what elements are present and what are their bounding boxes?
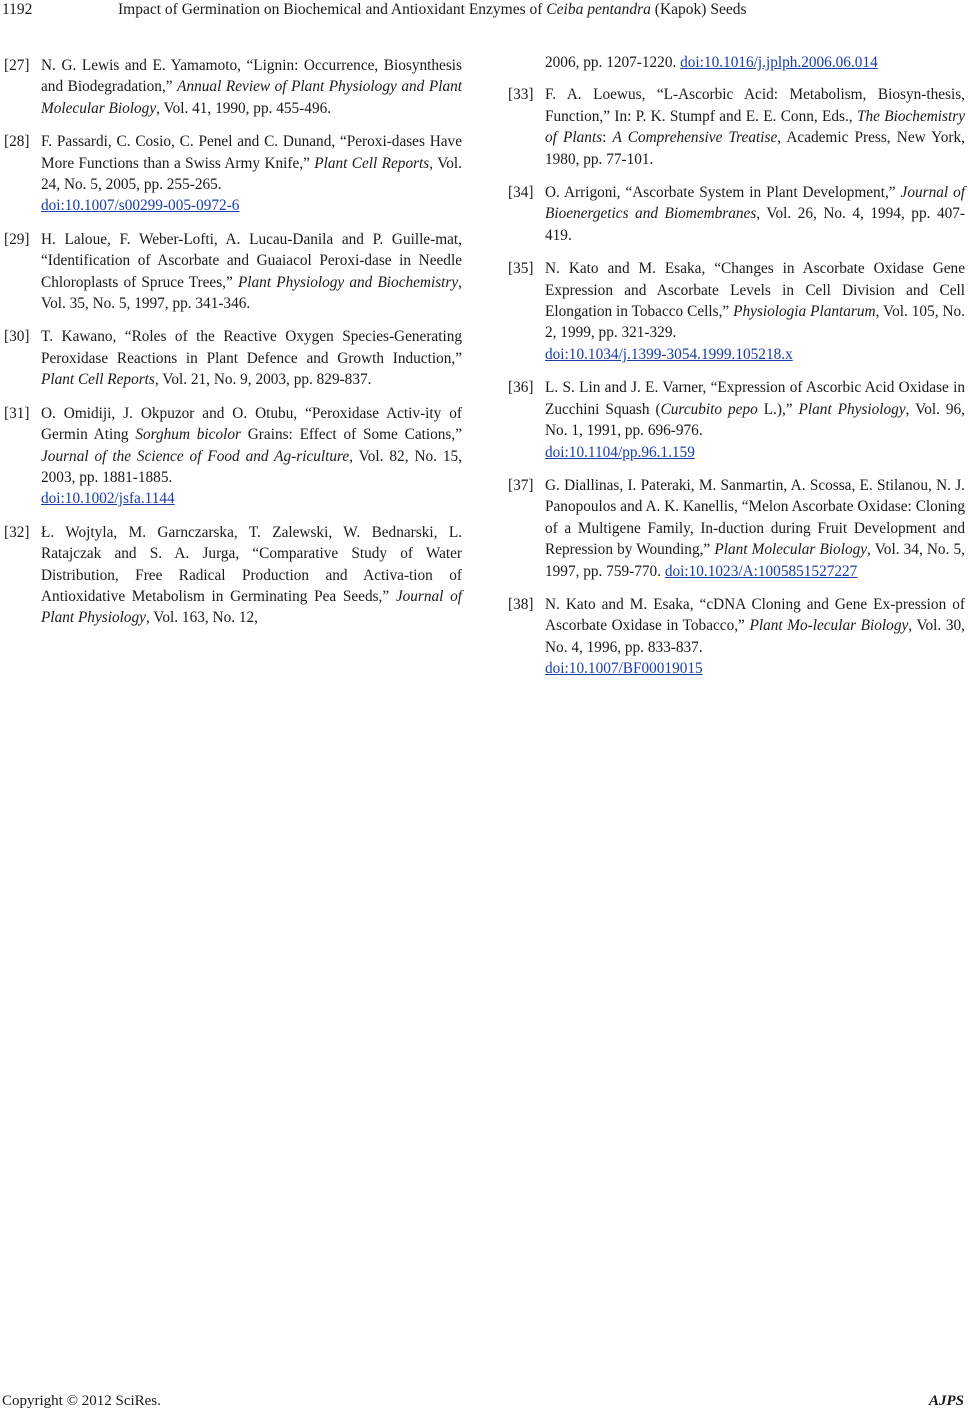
doi-link[interactable]: doi:10.1007/s00299-005-0972-6 — [41, 197, 240, 215]
reference-27: [27] N. G. Lewis and E. Yamamoto, “Lignin: Occurrence, Biosynthesis and Biodegradation,” Annual Review of Plant Physiology and Plant Molecular Biology, Vol. 41, 1990, pp. 455-496. — [4, 57, 462, 117]
reference-28: [28] F. Passardi, C. Cosio, C. Penel and C. Dunand, “Peroxi-dases Have More Functions than a Swiss Army Knife,” Plant Cell Reports, Vol. 24, No. 5, 2005, pp. 255-265. doi:10.1007/s00299-005-0972-6 — [4, 133, 462, 215]
doi-link[interactable]: doi:10.1104/pp.96.1.159 — [545, 443, 695, 461]
reference-33: [33] F. A. Loewus, “L-Ascorbic Acid: Metabolism, Biosyn-thesis, Function,” In: P. K. Stumpf and E. E. Conn, Eds., The Biochemistry of Plants: A Comprehensive Treatise, Academic Press, New York, 1980, pp. 77-101. — [508, 86, 965, 168]
reference-32-continuation: 2006, pp. 1207-1220. doi:10.1016/j.jplph.2006.06.014 — [545, 54, 878, 71]
species-name: Ceiba pentandra — [546, 1, 651, 18]
references-right-column — [508, 52, 965, 692]
reference-38: [38] N. Kato and M. Esaka, “cDNA Cloning and Gene Ex-pression of Ascorbate Oxidase in Tobacco,” Plant Mo-lecular Biology, Vol. 30, No. 4, 1996, pp. 833-837. doi:10.1007/BF00019015 — [508, 595, 965, 678]
journal-abbreviation: AJPS — [928, 1393, 964, 1409]
doi-link[interactable]: doi:10.1016/j.jplph.2006.06.014 — [680, 54, 878, 71]
doi-link[interactable]: doi:10.1002/jsfa.1144 — [41, 490, 175, 508]
reference-37: [37] G. Diallinas, I. Pateraki, M. Sanmartin, A. Scossa, E. Stilanou, N. J. Panopoulos and A. K. Kanellis, “Melon Ascorbate Oxidase: Cloning of a Multigene Family, In-duction during Fruit Development and Repression by Wounding,” Plant Molecular Biology, Vol. 34, No. 5, 1997, pp. 759-770. doi:10.1023/A:1005851527227 — [508, 476, 966, 580]
copyright-notice: Copyright © 2012 SciRes. — [2, 1393, 161, 1409]
reference-34: [34] O. Arrigoni, “Ascorbate System in Plant Development,” Journal of Bioenergetics and Biomembranes, Vol. 26, No. 4, 1994, pp. 407-419. — [508, 184, 966, 244]
reference-32: [32] Ł. Wojtyla, M. Garnczarska, T. Zalewski, W. Bednarski, L. Ratajczak and S. A. Jurga, “Comparative Study of Water Distribution, Free Radical Production and Activa-tion of Antioxidative Metabolism in Germinating Pea Seeds,” Journal of Plant Physiology, Vol. 163, No. 12, — [4, 523, 463, 627]
running-title: Impact of Germination on Biochemical and Antioxidant Enzymes of Ceiba pentandra (Kapok) Seeds — [118, 1, 747, 18]
reference-29: [29] H. Laloue, F. Weber-Lofti, A. Lucau-Danila and P. Guille-mat, “Identification of Ascorbate and Guaiacol Peroxi-dase in Needle Chloroplasts of Spruce Trees,” Plant Physiology and Biochemistry, Vol. 35, No. 5, 1997, pp. 341-346. — [4, 230, 462, 313]
reference-31: [31] O. Omidiji, J. Okpuzor and O. Otubu, “Peroxidase Activ-ity of Germin Ating Sorghum bicolor Grains: Effect of Some Cations,” Journal of the Science of Food and Ag-riculture, Vol. 82, No. 15, 2003, pp. 1881-1885. doi:10.1002/jsfa.1144 — [4, 404, 462, 508]
doi-link[interactable]: doi:10.1034/j.1399-3054.1999.105218.x — [545, 345, 793, 363]
reference-30: [30] T. Kawano, “Roles of the Reactive Oxygen Species-Generating Peroxidase Reactions in Plant Defence and Growth Induction,” Plant Cell Reports, Vol. 21, No. 9, 2003, pp. 829-837. — [4, 328, 462, 389]
page-header — [0, 0, 968, 26]
references-left-column — [4, 55, 462, 641]
reference-35: [35] N. Kato and M. Esaka, “Changes in Ascorbate Oxidase Gene Expression and Ascorbate Levels in Cell Division and Cell Elongation in Tobacco Cells,” Physiologia Plantarum, Vol. 105, No. 2, 1999, pp. 321-329. doi:10.1034/j.1399-3054.1999.105218.x — [508, 260, 966, 363]
reference-36: [36] L. S. Lin and J. E. Varner, “Expression of Ascorbic Acid Oxidase in Zucchini Squash (Curcubito pepo L.),” Plant Physiology, Vol. 96, No. 1, 1991, pp. 696-976. doi:10.1104/pp.96.1.159 — [508, 379, 966, 461]
page-footer — [0, 1391, 968, 1413]
page-number: 1192 — [2, 1, 33, 18]
doi-link[interactable]: doi:10.1007/BF00019015 — [545, 660, 703, 678]
doi-link[interactable]: doi:10.1023/A:1005851527227 — [664, 562, 858, 580]
